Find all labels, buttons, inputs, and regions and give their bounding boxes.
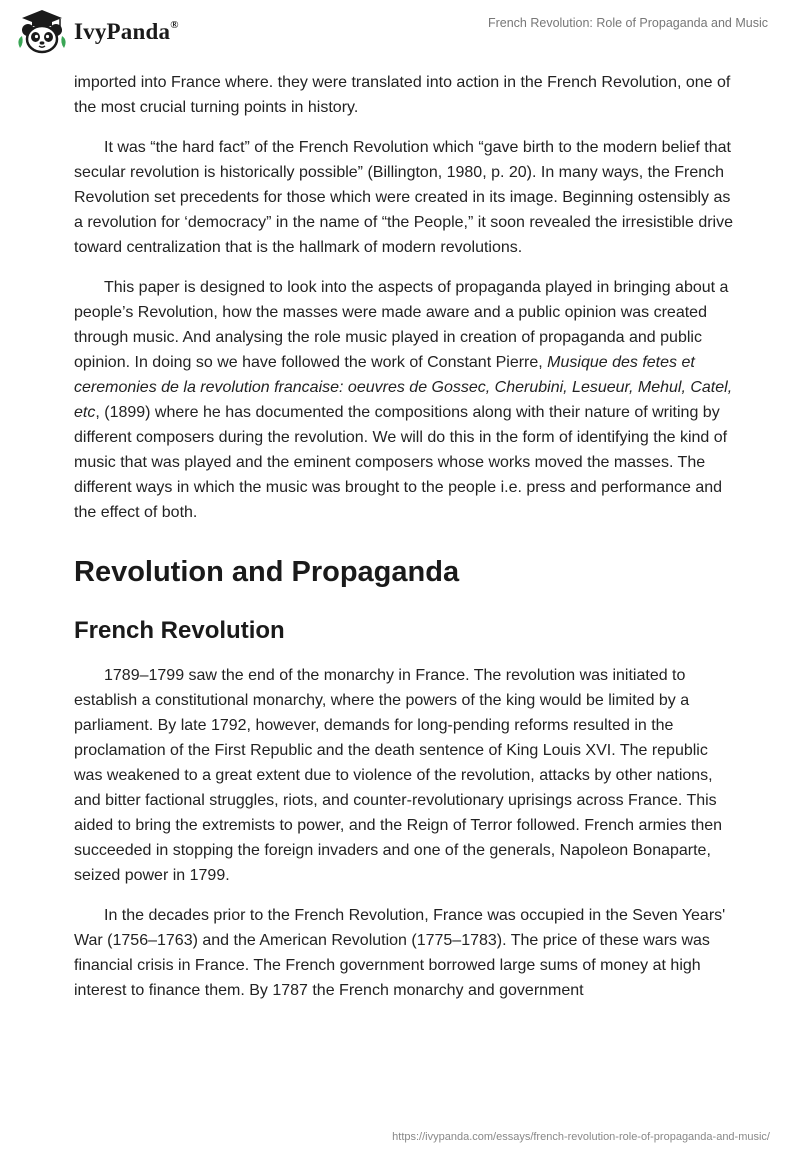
- paragraph-1: imported into France where. they were translated into action in the French Revolution, one of the most crucial turning points in history.: [74, 74, 731, 116]
- article-body: [74, 70, 734, 1018]
- paragraph-3-text-b: , (1899) where he has documented the compositions along with their nature of writing by different composers during the revolution. We will do this in the form of identifying the kind of music that was played and the eminent composers whose works moved the masses. The different ways in which the music was brought to the people i.e. press and performance and the effect of both.: [74, 404, 728, 521]
- panda-logo-icon: [14, 8, 70, 56]
- page-header: [0, 0, 800, 70]
- subsection-heading: French Revolution: [74, 617, 285, 644]
- paragraph-2: It was “the hard fact” of the French Revolution which “gave birth to the modern belief that secular revolution is historically possible” (Billington, 1980, p. 20). In many ways, the French Revolution set precedents for those which were created in its image. Beginning ostensibly as a revolution for ‘democracy” in the name of “the People,” it soon revealed the irresistible drive toward centralization that is the hallmark of modern revolutions.: [74, 139, 733, 256]
- document-title: French Revolution: Role of Propaganda and Music: [487, 16, 768, 30]
- section-heading: Revolution and Propaganda: [74, 556, 460, 588]
- brand-name: IvyPanda®: [74, 19, 179, 44]
- book-title: Musique des fetes et ceremonies de la revolution francaise: oeuvres de Gossec, Cherubini, Lesueur, Mehul, Catel, etc: [74, 354, 733, 421]
- paragraph-3-text-a: This paper is designed to look into the aspects of propaganda played in bringing about a people’s Revolution, how the masses were made aware and a public opinion was created through music. And analysing the role music played in creation of propaganda and public opinion. In doing so we have followed the work of Constant Pierre,: [74, 279, 729, 371]
- paragraph-5: In the decades prior to the French Revolution, France was occupied in the Seven Years' War (1756–1763) and the American Revolution (1775–1783). The price of these wars was financial crisis in France. The French government borrowed large sums of money at high interest to finance them. By 1787 the French monarchy and government: [74, 907, 726, 999]
- logo[interactable]: [14, 8, 204, 56]
- paragraph-3: [74, 275, 734, 525]
- paragraph-4: 1789–1799 saw the end of the monarchy in France. The revolution was initiated to establish a constitutional monarchy, where the powers of the king would be limited by a parliament. By late 1792, however, demands for long-pending reforms resulted in the proclamation of the First Republic and the death sentence of King Louis XVI. The republic was weakened to a great extent due to violence of the revolution, attacks by other nations, and bitter factional struggles, riots, and counter-revolutionary uprisings across France. This aided to bring the extremists to power, and the Reign of Terror followed. French armies then succeeded in stopping the foreign invaders and one of the generals, Napoleon Bonaparte, seized power in 1799.: [74, 667, 723, 884]
- footer-url[interactable]: https://ivypanda.com/essays/french-revolution-role-of-propaganda-and-music/: [392, 1131, 770, 1143]
